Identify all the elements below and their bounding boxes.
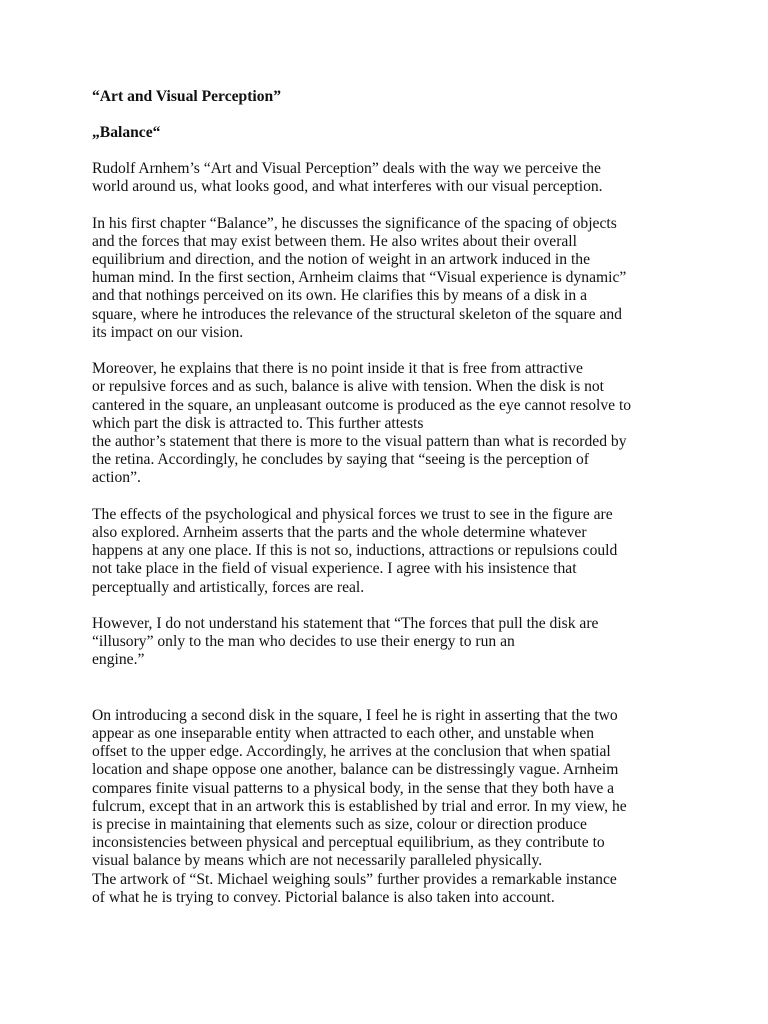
- paragraph-intro: [92, 160, 676, 196]
- text-line: the retina. Accordingly, he concludes by saying that “seeing is the perception of: [92, 451, 589, 469]
- text-line: “illusory” only to the man who decides to use their energy to run an: [92, 633, 515, 651]
- text-line: and the forces that may exist between them. He also writes about their overall: [92, 232, 577, 250]
- text-line: The artwork of “St. Michael weighing souls” further provides a remarkable instance: [92, 870, 617, 888]
- text-line: world around us, what looks good, and what interferes with our visual perception.: [92, 178, 603, 196]
- text-line: equilibrium and direction, and the notion of weight in an artwork induced in the: [92, 251, 591, 268]
- text-line: is precise in maintaining that elements such as size, colour or direction produce: [92, 816, 587, 834]
- paragraph-attractive-forces: [92, 360, 676, 487]
- blank-line: [92, 688, 676, 707]
- text-line: Rudolf Arnhem’s “Art and Visual Perception” deals with the way we perceive the: [92, 160, 601, 177]
- paragraph-balance-chapter: [92, 215, 676, 342]
- text-line: also explored. Arnheim asserts that the parts and the whole determine whatever: [92, 524, 587, 542]
- text-line: happens at any one place. If this is not so, inductions, attractions or repulsions could: [92, 542, 618, 560]
- text-line: or repulsive forces and as such, balance is alive with tension. When the disk is not: [92, 378, 605, 396]
- text-line: compares finite visual patterns to a physical body, in the sense that they both have a: [92, 779, 615, 797]
- text-line: action”.: [92, 469, 141, 487]
- text-line: Moreover, he explains that there is no point inside it that is free from attractive: [92, 360, 583, 378]
- paragraph-illusory-forces: [92, 615, 676, 670]
- text-line: and that nothings perceived on its own. He clarifies this by means of a disk in a: [92, 287, 587, 305]
- text-line: engine.”: [92, 651, 145, 669]
- text-line: appear as one inseparable entity when attracted to each other, and unstable when: [92, 725, 595, 743]
- text-line: human mind. In the first section, Arnheim claims that “Visual experience is dynamic”: [92, 269, 627, 287]
- text-line: not take place in the field of visual experience. I agree with his insistence that: [92, 560, 577, 578]
- text-line: its impact on our vision.: [92, 323, 244, 341]
- paragraph-psychological-forces: [92, 506, 676, 597]
- text-line: inconsistencies between physical and perceptual equilibrium, as they contribute to: [92, 834, 605, 852]
- text-line: location and shape oppose one another, balance can be distressingly vague. Arnheim: [92, 761, 619, 779]
- text-line: of what he is trying to convey. Pictorial balance is also taken into account.: [92, 888, 555, 906]
- paragraph-second-disk: [92, 707, 676, 907]
- text-line: cantered in the square, an unpleasant outcome is produced as the eye cannot resolve to: [92, 396, 632, 414]
- document-subtitle: „Balance“: [92, 124, 161, 141]
- text-line: offset to the upper edge. Accordingly, he arrives at the conclusion that when spatial: [92, 743, 611, 761]
- text-line: perceptually and artistically, forces are real.: [92, 578, 365, 596]
- text-line: the author’s statement that there is more to the visual pattern than what is recorded by: [92, 433, 627, 451]
- text-line: However, I do not understand his statement that “The forces that pull the disk are: [92, 615, 599, 633]
- text-line: which part the disk is attracted to. This further attests: [92, 414, 424, 432]
- text-line: square, where he introduces the relevance of the structural skeleton of the square and: [92, 305, 622, 323]
- text-line: visual balance by means which are not necessarily paralleled physically.: [92, 852, 543, 870]
- text-line: fulcrum, except that in an artwork this is established by trial and error. In my view, he: [92, 797, 627, 815]
- document-page: [92, 88, 676, 907]
- document-title: “Art and Visual Perception”: [92, 88, 282, 105]
- text-line: In his first chapter “Balance”, he discusses the significance of the spacing of objects: [92, 214, 617, 232]
- text-line: On introducing a second disk in the square, I feel he is right in asserting that the two: [92, 706, 618, 724]
- text-line: The effects of the psychological and physical forces we trust to see in the figure are: [92, 505, 613, 523]
